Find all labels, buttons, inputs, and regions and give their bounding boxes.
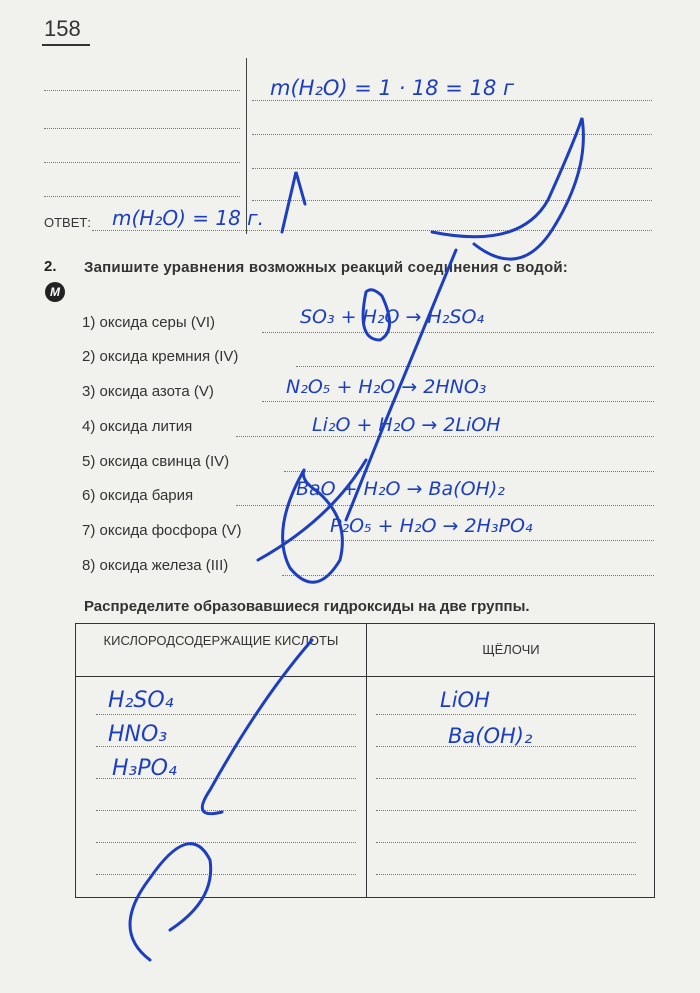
pen-stroke xyxy=(363,290,389,340)
handwritten-answer: m(H₂O) = 18 г. xyxy=(112,206,265,230)
pen-stroke xyxy=(202,640,312,814)
answer-label: ОТВЕТ: xyxy=(44,215,91,230)
page-number: 158 xyxy=(44,16,81,41)
pen-stroke xyxy=(346,250,456,520)
task-item: 2) оксида кремния (IV) xyxy=(82,348,239,365)
pen-stroke xyxy=(130,844,211,960)
task-item: 8) оксида железа (III) xyxy=(82,557,229,574)
handwritten-equation: N₂O₅ + H₂O → 2HNO₃ xyxy=(286,376,487,398)
task-item: 5) оксида свинца (IV) xyxy=(82,453,230,470)
handwritten-equation: P₂O₅ + H₂O → 2H₃PO₄ xyxy=(330,515,533,537)
handwritten-acid: HNO₃ xyxy=(108,722,168,747)
pen-stroke xyxy=(282,172,305,232)
handwritten-base: LiOH xyxy=(440,688,490,712)
handwritten-acid: H₃PO₄ xyxy=(112,756,177,781)
handwritten-base: Ba(OH)₂ xyxy=(448,724,533,748)
handwritten-equation: SO₃ + H₂O → H₂SO₄ xyxy=(300,306,485,328)
pen-stroke xyxy=(432,118,583,259)
table-header-acids: КИСЛОРОДСОДЕРЖАЩИЕ КИСЛОТЫ xyxy=(103,633,339,648)
task-text: Запишите уравнения возможных реакций соединения с водой: xyxy=(84,259,569,276)
task-number: 2. xyxy=(44,258,57,275)
handwritten-mass-calc: m(H₂O) = 1 · 18 = 18 г xyxy=(270,76,515,100)
task-item: 3) оксида азота (V) xyxy=(82,383,214,400)
distribute-instruction: Распределите образовавшиеся гидроксиды на две группы. xyxy=(84,598,530,615)
handwritten-equation: BaO + H₂O → Ba(OH)₂ xyxy=(296,478,505,500)
pen-stroke xyxy=(283,470,343,582)
task-item: 7) оксида фосфора (V) xyxy=(82,522,242,539)
handwritten-acid: H₂SO₄ xyxy=(108,688,174,713)
m-badge-icon: M xyxy=(45,282,65,302)
table-header-alkalis: ЩЁЛОЧИ xyxy=(482,642,540,657)
task-item: 1) оксида серы (VI) xyxy=(82,314,216,331)
handwritten-equation: Li₂O + H₂O → 2LiOH xyxy=(312,414,501,436)
task-item: 4) оксида лития xyxy=(82,418,193,435)
task-item: 6) оксида бария xyxy=(82,487,194,504)
